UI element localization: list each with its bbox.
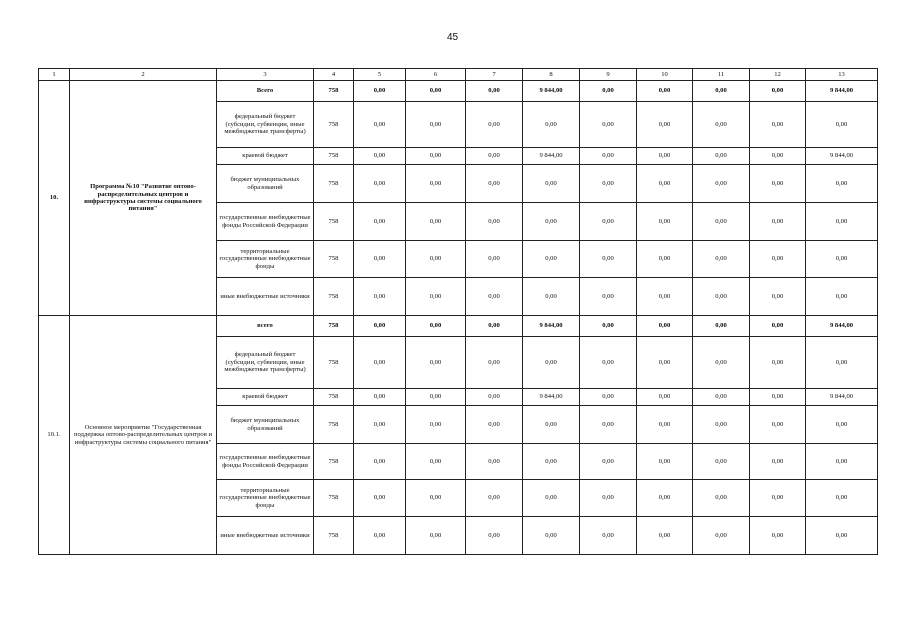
value-cell: 0,00	[354, 444, 406, 480]
budget-table	[38, 68, 878, 555]
value-cell: 0,00	[750, 165, 806, 203]
header-cell: 6	[406, 69, 466, 81]
value-cell: 0,00	[523, 406, 580, 444]
value-cell: 0,00	[406, 241, 466, 278]
value-cell: 0,00	[406, 203, 466, 241]
value-cell: 0,00	[523, 480, 580, 517]
value-cell: 0,00	[750, 517, 806, 555]
value-cell: 0,00	[693, 278, 750, 316]
value-cell: 0,00	[750, 203, 806, 241]
header-cell: 1	[39, 69, 70, 81]
value-cell: 0,00	[750, 406, 806, 444]
value-cell: 0,00	[693, 241, 750, 278]
value-cell: 0,00	[580, 480, 637, 517]
table-row	[39, 81, 878, 102]
value-cell: 0,00	[406, 278, 466, 316]
value-cell: 0,00	[693, 81, 750, 102]
value-cell: 0,00	[693, 337, 750, 389]
value-cell: 0,00	[693, 102, 750, 148]
value-cell: 0,00	[637, 165, 693, 203]
value-cell: 0,00	[580, 203, 637, 241]
table-row	[39, 316, 878, 337]
value-cell: 0,00	[466, 81, 523, 102]
value-cell: 0,00	[693, 203, 750, 241]
value-cell: 0,00	[750, 444, 806, 480]
value-cell: 0,00	[406, 480, 466, 517]
header-cell: 12	[750, 69, 806, 81]
value-cell: 0,00	[466, 316, 523, 337]
value-cell: 0,00	[806, 241, 878, 278]
section-name: Программа №10 "Развитие оптово-распределительных центров и инфраструктуры системы социального питания"	[70, 81, 217, 316]
value-cell: 0,00	[466, 406, 523, 444]
section-index: 10.	[39, 81, 70, 316]
value-cell: 0,00	[580, 517, 637, 555]
value-cell: 0,00	[637, 241, 693, 278]
value-cell: 0,00	[580, 316, 637, 337]
value-cell: 0,00	[466, 517, 523, 555]
header-cell: 13	[806, 69, 878, 81]
value-cell: 0,00	[580, 165, 637, 203]
value-cell: 0,00	[693, 406, 750, 444]
value-cell: 0,00	[523, 165, 580, 203]
value-cell: 0,00	[806, 517, 878, 555]
value-cell: 0,00	[750, 316, 806, 337]
funding-source: всего	[217, 316, 314, 337]
budget-code: 758	[314, 81, 354, 102]
value-cell: 0,00	[406, 148, 466, 165]
funding-source: федеральный бюджет (субсидии, субвенции, иные межбюджетные трансферты)	[217, 102, 314, 148]
value-cell: 9 844,00	[806, 316, 878, 337]
value-cell: 0,00	[693, 444, 750, 480]
value-cell: 0,00	[580, 148, 637, 165]
header-cell: 2	[70, 69, 217, 81]
value-cell: 0,00	[406, 389, 466, 406]
value-cell: 0,00	[406, 102, 466, 148]
value-cell: 0,00	[750, 241, 806, 278]
value-cell: 0,00	[693, 389, 750, 406]
value-cell: 0,00	[354, 406, 406, 444]
value-cell: 0,00	[806, 337, 878, 389]
value-cell: 0,00	[406, 337, 466, 389]
value-cell: 0,00	[466, 278, 523, 316]
value-cell: 9 844,00	[523, 389, 580, 406]
funding-source: краевой бюджет	[217, 389, 314, 406]
value-cell: 0,00	[693, 517, 750, 555]
value-cell: 0,00	[354, 278, 406, 316]
funding-source: федеральный бюджет (субсидии, субвенции, иные межбюджетные трансферты)	[217, 337, 314, 389]
value-cell: 0,00	[637, 444, 693, 480]
header-cell: 4	[314, 69, 354, 81]
value-cell: 0,00	[523, 102, 580, 148]
value-cell: 0,00	[466, 389, 523, 406]
value-cell: 0,00	[354, 203, 406, 241]
value-cell: 0,00	[750, 81, 806, 102]
funding-source: государственные внебюджетные фонды Российской Федерации	[217, 444, 314, 480]
budget-code: 758	[314, 480, 354, 517]
value-cell: 0,00	[806, 203, 878, 241]
header-cell: 5	[354, 69, 406, 81]
budget-code: 758	[314, 165, 354, 203]
value-cell: 0,00	[637, 316, 693, 337]
budget-code: 758	[314, 102, 354, 148]
value-cell: 0,00	[806, 406, 878, 444]
value-cell: 0,00	[580, 389, 637, 406]
value-cell: 0,00	[523, 203, 580, 241]
value-cell: 0,00	[750, 337, 806, 389]
budget-code: 758	[314, 517, 354, 555]
value-cell: 0,00	[637, 81, 693, 102]
funding-source: иные внебюджетные источники	[217, 278, 314, 316]
value-cell: 9 844,00	[806, 148, 878, 165]
value-cell: 0,00	[637, 337, 693, 389]
budget-code: 758	[314, 148, 354, 165]
header-cell: 10	[637, 69, 693, 81]
budget-code: 758	[314, 203, 354, 241]
value-cell: 0,00	[354, 316, 406, 337]
value-cell: 0,00	[693, 480, 750, 517]
funding-source: бюджет муниципальных образований	[217, 406, 314, 444]
value-cell: 0,00	[523, 444, 580, 480]
funding-source: краевой бюджет	[217, 148, 314, 165]
value-cell: 0,00	[637, 203, 693, 241]
value-cell: 0,00	[523, 241, 580, 278]
value-cell: 0,00	[637, 406, 693, 444]
value-cell: 9 844,00	[523, 316, 580, 337]
value-cell: 9 844,00	[523, 81, 580, 102]
value-cell: 0,00	[466, 102, 523, 148]
value-cell: 0,00	[406, 316, 466, 337]
value-cell: 0,00	[580, 278, 637, 316]
value-cell: 0,00	[466, 337, 523, 389]
header-cell: 8	[523, 69, 580, 81]
value-cell: 0,00	[466, 148, 523, 165]
funding-source: территориальные государственные внебюджетные фонды	[217, 241, 314, 278]
budget-code: 758	[314, 406, 354, 444]
value-cell: 0,00	[806, 102, 878, 148]
value-cell: 0,00	[806, 444, 878, 480]
section-index: 10.1.	[39, 316, 70, 555]
value-cell: 0,00	[580, 241, 637, 278]
funding-source: бюджет муниципальных образований	[217, 165, 314, 203]
funding-source: государственные внебюджетные фонды Российской Федерации	[217, 203, 314, 241]
budget-code: 758	[314, 278, 354, 316]
value-cell: 0,00	[637, 517, 693, 555]
value-cell: 0,00	[354, 165, 406, 203]
value-cell: 0,00	[523, 517, 580, 555]
value-cell: 0,00	[406, 406, 466, 444]
value-cell: 0,00	[523, 337, 580, 389]
value-cell: 0,00	[806, 480, 878, 517]
value-cell: 0,00	[750, 102, 806, 148]
budget-code: 758	[314, 444, 354, 480]
value-cell: 0,00	[750, 278, 806, 316]
budget-code: 758	[314, 389, 354, 406]
value-cell: 0,00	[750, 148, 806, 165]
header-cell: 3	[217, 69, 314, 81]
value-cell: 0,00	[580, 406, 637, 444]
budget-code: 758	[314, 241, 354, 278]
value-cell: 0,00	[354, 241, 406, 278]
value-cell: 0,00	[523, 278, 580, 316]
value-cell: 0,00	[637, 389, 693, 406]
value-cell: 0,00	[406, 444, 466, 480]
value-cell: 0,00	[354, 337, 406, 389]
value-cell: 0,00	[466, 165, 523, 203]
value-cell: 9 844,00	[806, 81, 878, 102]
header-cell: 11	[693, 69, 750, 81]
value-cell: 0,00	[580, 102, 637, 148]
value-cell: 0,00	[466, 241, 523, 278]
value-cell: 0,00	[354, 389, 406, 406]
value-cell: 0,00	[637, 148, 693, 165]
value-cell: 0,00	[693, 148, 750, 165]
funding-source: территориальные государственные внебюджетные фонды	[217, 480, 314, 517]
value-cell: 0,00	[466, 480, 523, 517]
header-cell: 9	[580, 69, 637, 81]
value-cell: 0,00	[750, 480, 806, 517]
funding-source: Всего	[217, 81, 314, 102]
value-cell: 0,00	[806, 165, 878, 203]
value-cell: 0,00	[354, 480, 406, 517]
value-cell: 0,00	[637, 278, 693, 316]
value-cell: 0,00	[580, 337, 637, 389]
section-name: Основное мероприятие "Государственная поддержка оптово-распределительных центров и инфраструктуры системы социального питания"	[70, 316, 217, 555]
value-cell: 0,00	[580, 81, 637, 102]
value-cell: 0,00	[466, 203, 523, 241]
value-cell: 0,00	[580, 444, 637, 480]
budget-code: 758	[314, 337, 354, 389]
value-cell: 0,00	[406, 81, 466, 102]
value-cell: 0,00	[637, 480, 693, 517]
value-cell: 0,00	[637, 102, 693, 148]
value-cell: 9 844,00	[523, 148, 580, 165]
value-cell: 0,00	[750, 389, 806, 406]
value-cell: 0,00	[806, 278, 878, 316]
value-cell: 0,00	[693, 165, 750, 203]
funding-source: иные внебюджетные источники	[217, 517, 314, 555]
table-body	[39, 69, 878, 555]
value-cell: 0,00	[406, 165, 466, 203]
value-cell: 0,00	[354, 148, 406, 165]
page-number: 45	[446, 32, 459, 43]
value-cell: 0,00	[354, 81, 406, 102]
value-cell: 0,00	[354, 517, 406, 555]
budget-code: 758	[314, 316, 354, 337]
value-cell: 0,00	[466, 444, 523, 480]
value-cell: 0,00	[354, 102, 406, 148]
header-cell: 7	[466, 69, 523, 81]
header-row	[39, 69, 878, 81]
value-cell: 9 844,00	[806, 389, 878, 406]
value-cell: 0,00	[693, 316, 750, 337]
value-cell: 0,00	[406, 517, 466, 555]
